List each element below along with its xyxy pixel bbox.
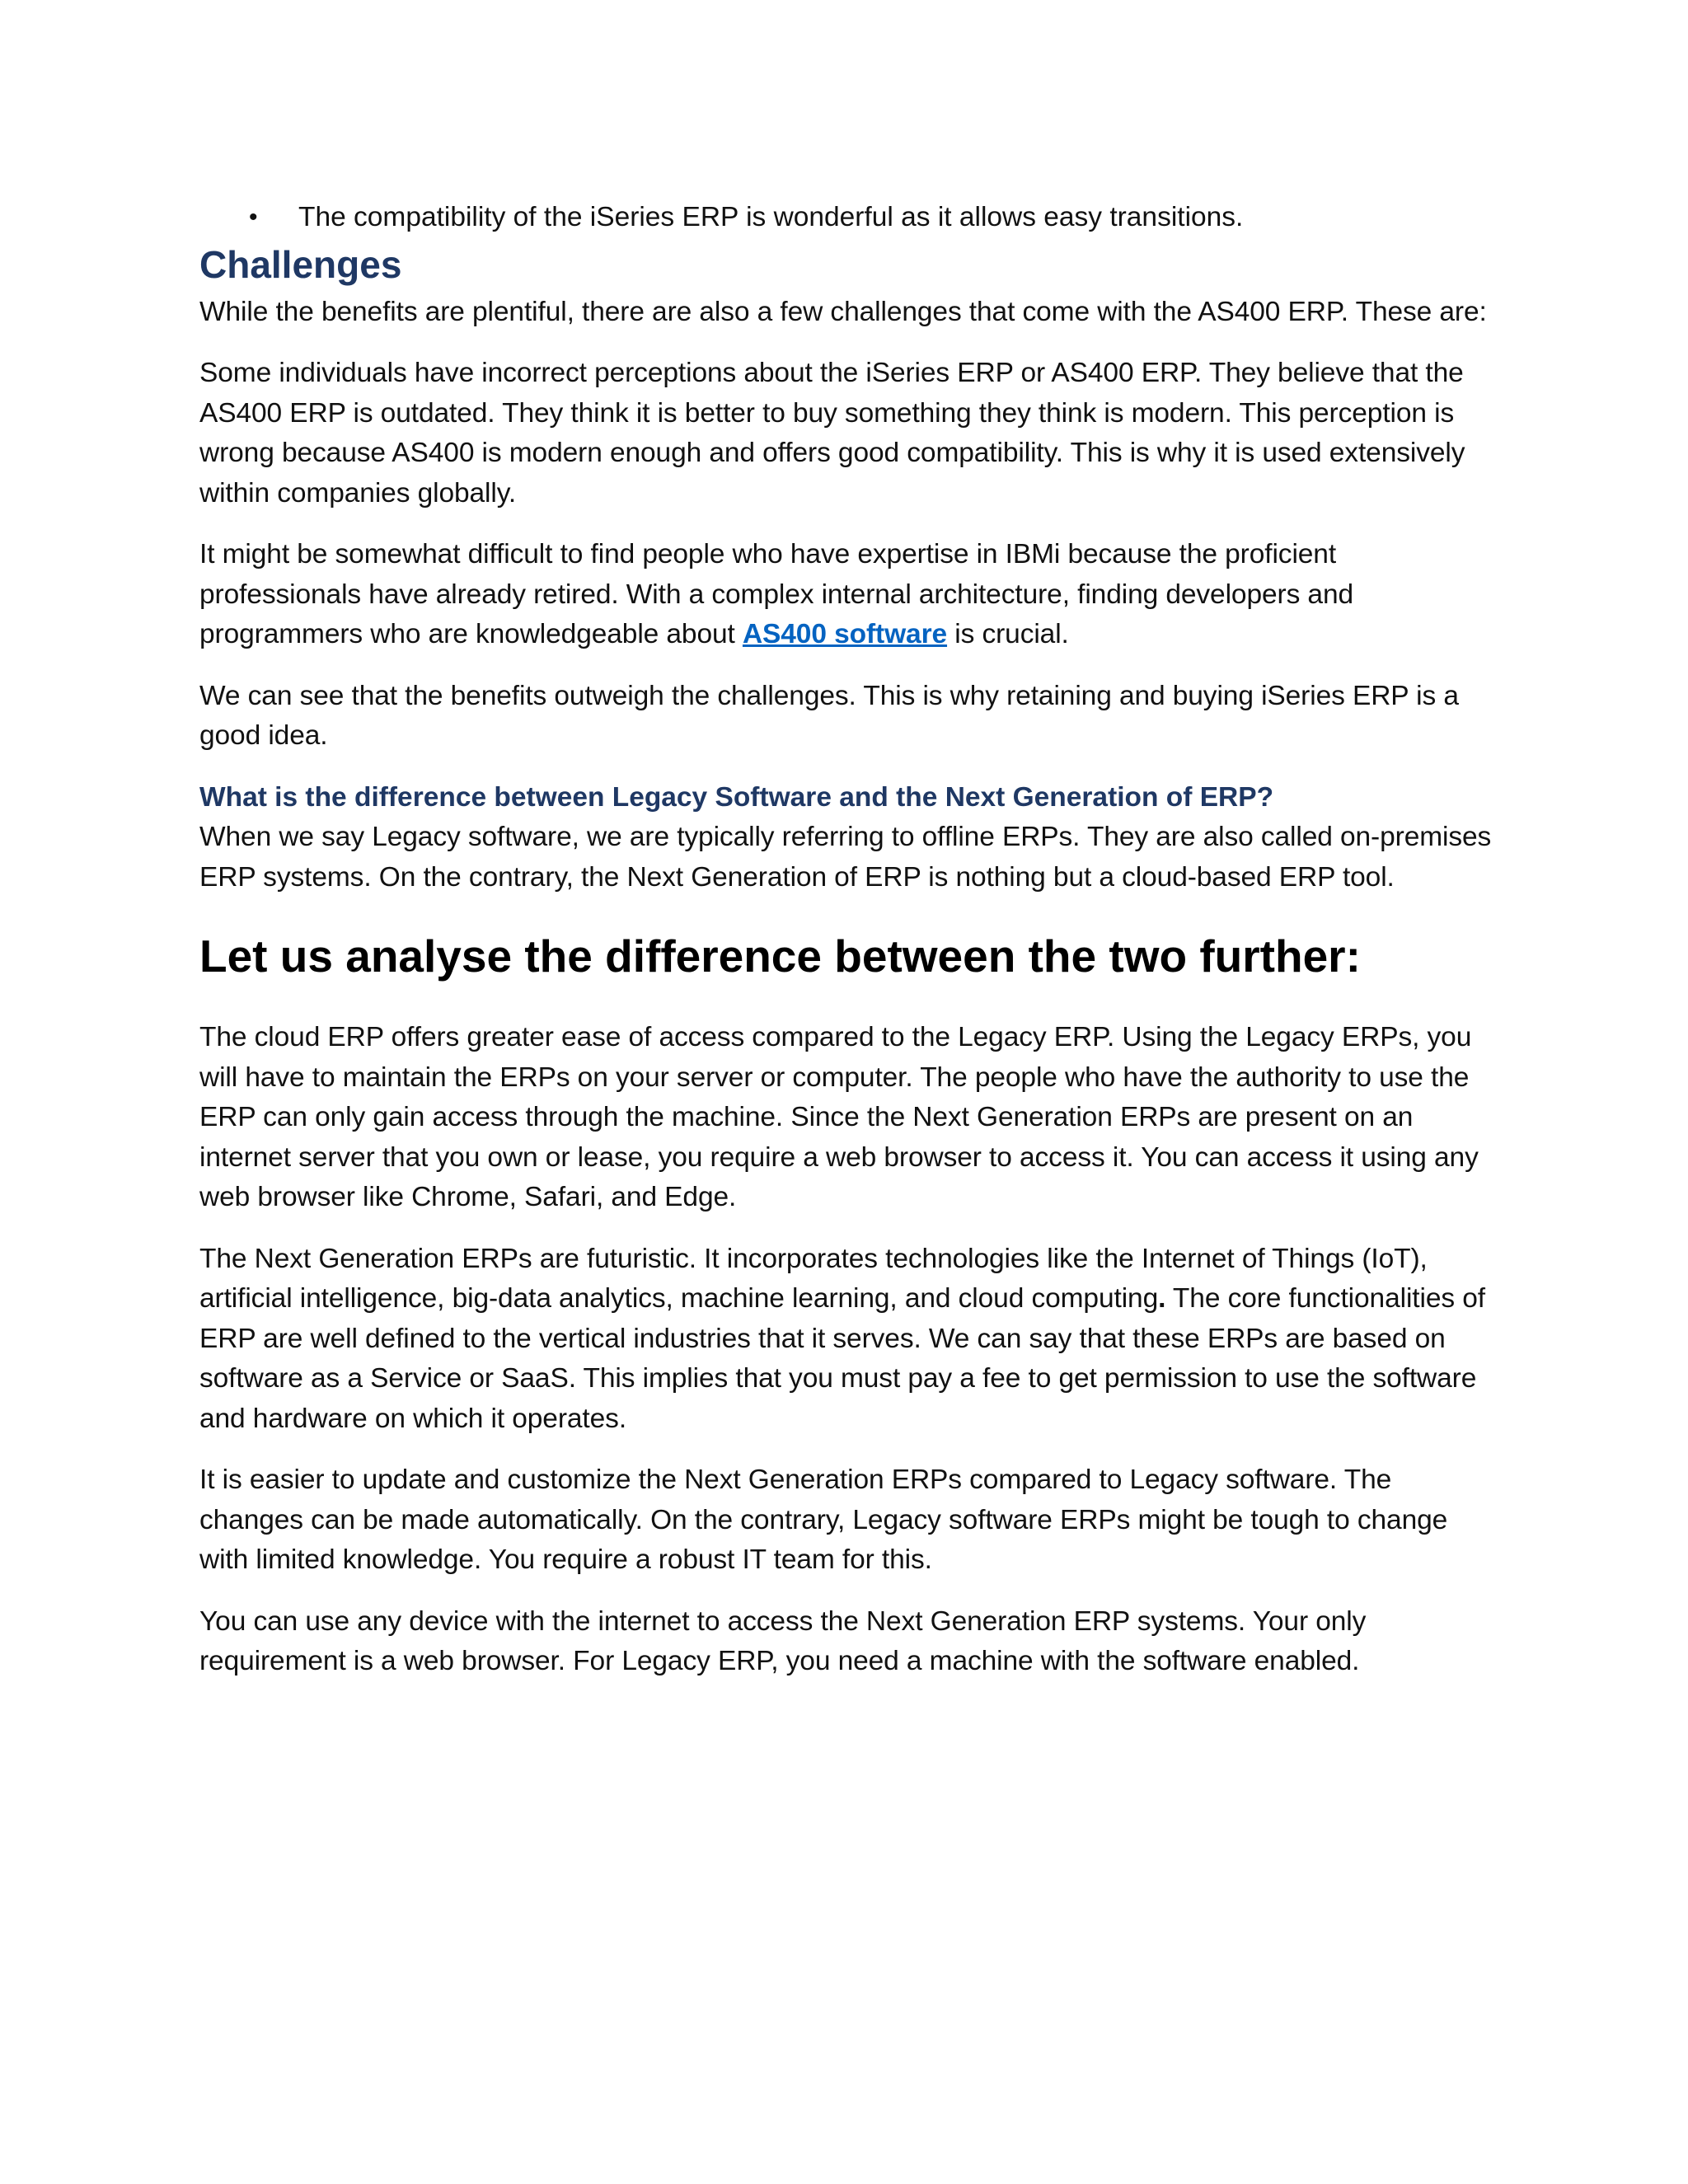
challenges-intro: While the benefits are plentiful, there are also a few challenges that come with the AS400 ERP. These are: xyxy=(199,296,1487,327)
challenges-paragraph-2-text-before: It might be somewhat difficult to find people who have expertise in IBMi because the proficient professionals have already retired. With a complex internal architecture, finding developers and programmers who are knowledgeable about xyxy=(199,539,1354,649)
challenges-paragraph-1: Some individuals have incorrect perceptions about the iSeries ERP or AS400 ERP. They believe that the AS400 ERP is outdated. They think it is better to buy something they think is modern. This perception is wrong because AS400 is modern enough and offers good compatibility. This is why it is used extensively within companies globally. xyxy=(199,358,1465,509)
analysis-paragraph-3: It is easier to update and customize the Next Generation ERPs compared to Legacy software. The changes can be made automatically. On the contrary, Legacy software ERPs might be tough to change with limited knowledge. You require a robust IT team for this. xyxy=(199,1465,1448,1575)
bullet-text: The compatibility of the iSeries ERP is wonderful as it allows easy transitions. xyxy=(298,202,1244,232)
analysis-heading: Let us analyse the difference between the two further: xyxy=(199,930,1361,982)
document-page xyxy=(199,198,1502,1682)
analysis-paragraph-2 xyxy=(199,1240,1502,1440)
analysis-paragraph-2-bold-period: . xyxy=(1158,1283,1166,1314)
bullet-item xyxy=(199,198,1502,238)
challenges-paragraph-2 xyxy=(199,535,1502,655)
difference-question-heading: What is the difference between Legacy Software and the Next Generation of ERP? xyxy=(199,781,1274,813)
challenges-paragraph-2-text-after: is crucial. xyxy=(947,619,1069,649)
challenges-paragraph-3: We can see that the benefits outweigh the challenges. This is why retaining and buying iSeries ERP is a good idea. xyxy=(199,680,1459,751)
difference-answer: When we say Legacy software, we are typically referring to offline ERPs. They are also called on-premises ERP systems. On the contrary, the Next Generation of ERP is nothing but a cloud-based ERP tool. xyxy=(199,822,1492,893)
analysis-paragraph-4: You can use any device with the internet to access the Next Generation ERP systems. Your only requirement is a web browser. For Legacy ERP, you need a machine with the software enabled. xyxy=(199,1605,1367,1676)
bullet-icon: • xyxy=(249,204,258,231)
bullet-list xyxy=(199,198,1502,238)
challenges-heading: Challenges xyxy=(199,242,402,286)
analysis-paragraph-2-text-before: The Next Generation ERPs are futuristic. It incorporates technologies like the Internet of Things (IoT), artificial intelligence, big-data analytics, machine learning, and cloud computing xyxy=(199,1243,1428,1314)
analysis-paragraph-2-text-after: The core functionalities of ERP are well defined to the vertical industries that it serves. We can say that these ERPs are based on software as a Service or SaaS. This implies that you must pay a fee to get permission to use the software and hardware on which it operates. xyxy=(199,1283,1485,1434)
as400-software-link[interactable]: AS400 software xyxy=(742,619,948,649)
analysis-paragraph-1: The cloud ERP offers greater ease of access compared to the Legacy ERP. Using the Legacy ERPs, you will have to maintain the ERPs on your server or computer. The people who have the authority to use the ERP can only gain access through the machine. Since the Next Generation ERPs are present on an internet server that you own or lease, you require a web browser to access it. You can access it using any web browser like Chrome, Safari, and Edge. xyxy=(199,1022,1479,1212)
